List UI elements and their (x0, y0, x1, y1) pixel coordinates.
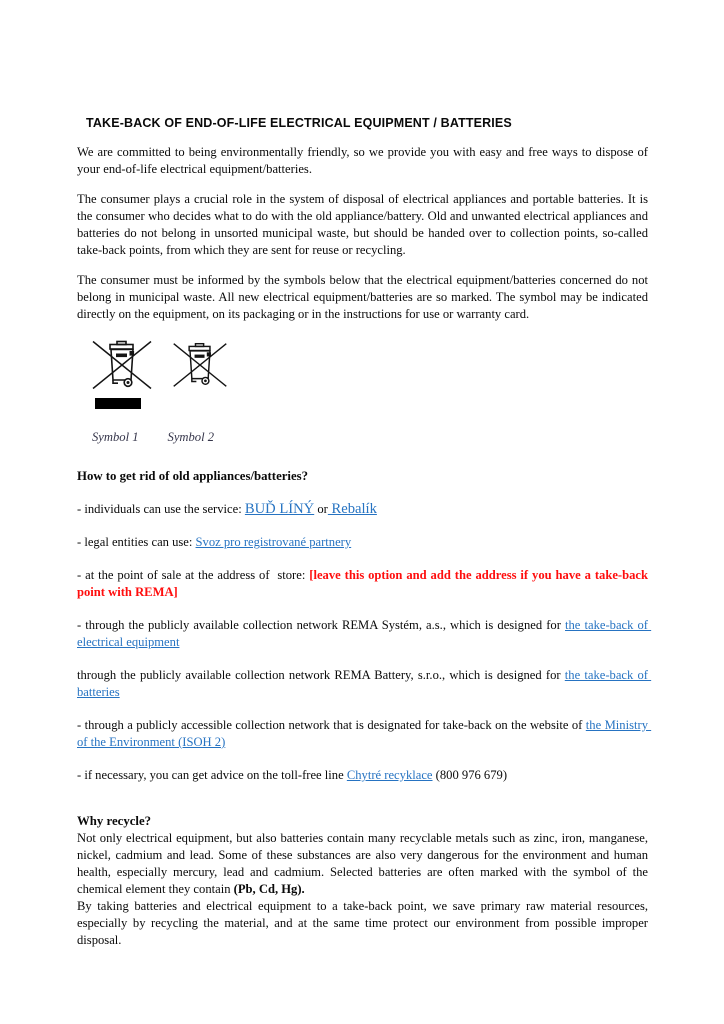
text-segment: - through a publicly accessible collection network that is designated for take-back on the website of (77, 718, 586, 732)
symbol-labels (92, 430, 648, 445)
bullet-rema-system (77, 617, 652, 651)
bullet-legal-entities (77, 534, 648, 551)
text-segment: (Pb, Cd, Hg). (233, 882, 305, 896)
document-title: TAKE-BACK OF END-OF-LIFE ELECTRICAL EQUIPMENT / BATTERIES (86, 116, 512, 130)
link-chytre-recyklace[interactable]: Chytré recyklace (346, 768, 433, 782)
text-segment: or (314, 502, 328, 516)
text-segment: Not only electrical equipment, but also batteries contain many recyclable metals such as zinc, iron, manganese, nickel, cadmium and lead. Some of these substances are also very dangerous for the environment and human health, especially mercury, lead and cadmium. Selected batteries are often marked with the symbol of the chemical element they contain (77, 831, 652, 896)
bullet-rema-battery (77, 667, 652, 701)
weee-crossed-bin-icon (90, 340, 154, 390)
text-segment: - legal entities can use: (77, 535, 196, 549)
intro-paragraph-1: We are committed to being environmentally friendly, so we provide you with easy and free ways to dispose of your end-of-life electrical equipment/batteries. (77, 145, 648, 176)
text-segment: - if necessary, you can get advice on the toll-free line (77, 768, 347, 782)
intro-paragraph-2: The consumer plays a crucial role in the system of disposal of electrical appliances and portable batteries. It is the consumer who decides what to do with the old appliance/battery. Old and unwanted electrical appliances and batteries do not belong in unsorted municipal waste, but should be handed over to collection points, so-called take-back points, from which they are sent for reuse or recycling. (77, 192, 648, 257)
bullet-point-of-sale (77, 567, 652, 601)
why-recycle-heading: Why recycle? (77, 814, 152, 828)
link-rebalik[interactable]: Rebalík (327, 501, 377, 517)
text-segment: (800 976 679) (432, 768, 508, 782)
text-segment: - individuals can use the service: (77, 502, 245, 516)
why-recycle-section (77, 813, 652, 949)
bullet-toll-free-line (77, 767, 648, 784)
weee-crossed-bin-icon (171, 340, 229, 390)
weee-symbols-row (90, 340, 648, 390)
bullet-ministry-website (77, 717, 652, 751)
text-segment: [leave this option and add the address if you have a take-back point with REMA] (77, 568, 652, 599)
link-svoz-pro-registrovane-partnery[interactable]: Svoz pro registrované partnery (195, 535, 352, 549)
why-recycle-paragraph-1 (77, 830, 652, 898)
link-bud-liny[interactable]: BUĎ LÍNÝ (244, 501, 315, 517)
intro-paragraph-3: The consumer must be informed by the symbols below that the electrical equipment/batteries concerned do not belong in municipal waste. All new electrical equipment/batteries are so marked. The symbol may be indicated directly on the equipment, on its packaging or in the instructions for use or warranty card. (77, 273, 648, 321)
text-segment: through the publicly available collection network REMA Battery, s.r.o., which is designed for (77, 668, 565, 682)
link-take-back-of-batteries[interactable]: the take-back of batteries (77, 668, 652, 699)
text-segment: - at the point of sale at the address of store: (77, 568, 310, 582)
why-recycle-paragraph-2: By taking batteries and electrical equipment to a take-back point, we save primary raw material resources, especially by recycling the material, and at the same time protect our environment from possible improper disposal. (77, 899, 648, 947)
how-to-heading: How to get rid of old appliances/batteries? (77, 469, 309, 483)
bullet-individuals (77, 501, 648, 518)
symbol1-label: Symbol 1 (92, 430, 139, 444)
text-segment: - through the publicly available collection network REMA Systém, a.s., which is designed for (77, 618, 566, 632)
symbol2-label: Symbol 2 (167, 430, 215, 444)
symbol1-black-bar (95, 398, 141, 409)
link-take-back-of-electrical-equipment[interactable]: the take-back of electrical equipment (77, 618, 652, 649)
link-ministry-of-environment-isoh2[interactable]: the Ministry of the Environment (ISOH 2) (77, 718, 652, 749)
